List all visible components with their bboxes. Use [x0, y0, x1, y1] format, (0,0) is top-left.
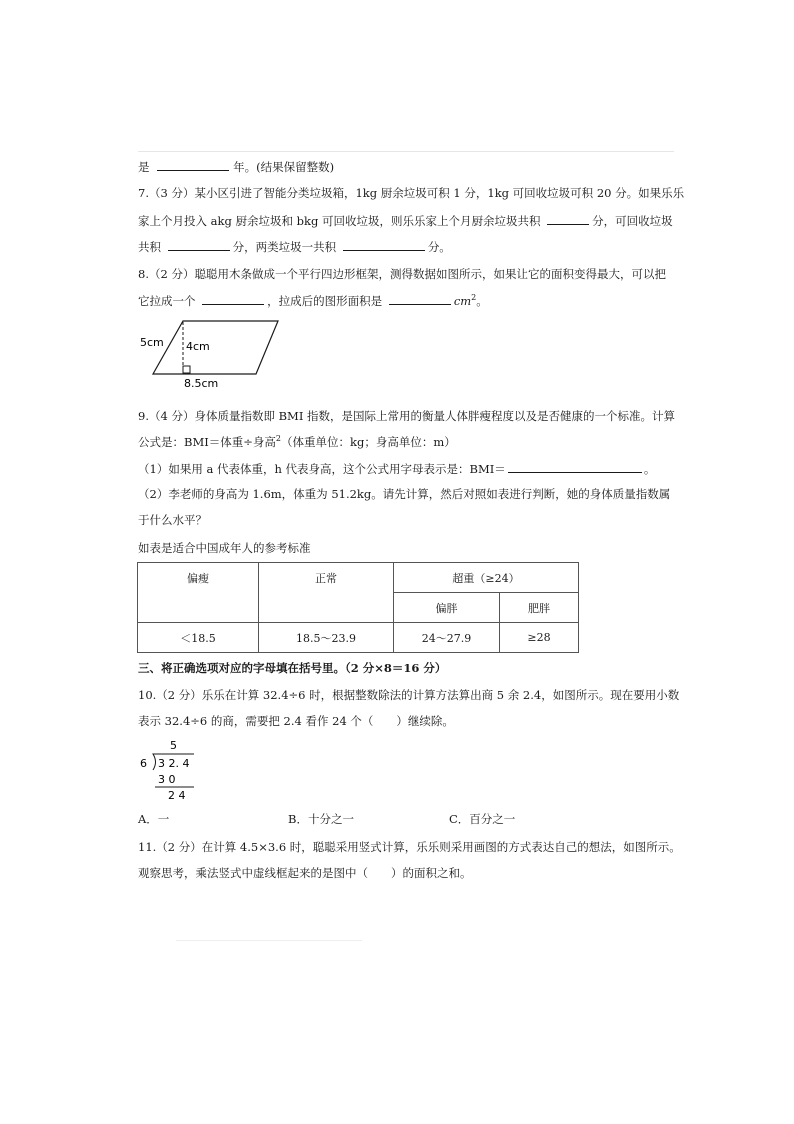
height-label: 4cm: [186, 340, 210, 353]
header-rule: [138, 151, 674, 152]
q8-line2-b: ，拉成后的图形面积是: [267, 294, 383, 308]
q10-line1: 10.（2 分）乐乐在计算 32.4÷6 时，根据整数除法的计算方法算出商 5 余 2.4，如图所示。现在要用小数: [138, 688, 680, 702]
long-division-figure: [136, 736, 216, 806]
section3-title: [138, 660, 446, 676]
option-b[interactable]: B．十分之一: [288, 812, 354, 826]
quotient: 5: [170, 739, 177, 752]
q8-unit: cm: [453, 294, 472, 308]
q9-blank-formula[interactable]: [508, 460, 642, 473]
side-label: 5cm: [140, 336, 164, 349]
bmi-reference-table: [137, 562, 579, 653]
q7-line2-text: 家上个月投入 akg 厨余垃圾和 bkg 可回收垃圾，则乐乐家上个月厨余垃圾共积: [138, 214, 541, 228]
parallelogram-figure: [136, 316, 296, 392]
q9-line1: 9.（4 分）身体质量指数即 BMI 指数，是国际上常用的衡量人体胖瘦程度以及是否健康的一个标准。计算: [138, 409, 676, 423]
header-thin: 偏瘦: [138, 563, 259, 623]
q9-units: （体重单位：kg；身高单位：m）: [281, 435, 456, 449]
value-normal: 18.5～23.9: [259, 623, 394, 653]
q7-line2: [138, 212, 673, 229]
header-normal: 正常: [259, 563, 394, 623]
q6-suffix: 年。(结果保留整数): [233, 160, 335, 174]
q7-line1: 7.（3 分）某小区引进了智能分类垃圾箱，1kg 厨余垃圾可积 1 分，1kg 可回收垃圾可积 20 分。如果乐乐: [138, 186, 685, 200]
q8-blank-area[interactable]: [389, 292, 451, 305]
q11-line2: 观察思考，乘法竖式中虚线框起来的是图中（ ）的面积之和。: [138, 866, 472, 880]
q6-prefix: 是: [138, 160, 150, 174]
q9-formula: 公式是：BMI＝体重÷身高: [138, 435, 276, 449]
q10-line2: 表示 32.4÷6 的商，需要把 2.4 看作 24 个（ ）继续除。: [138, 714, 454, 728]
remainder: 2 4: [168, 789, 186, 802]
divisor: 6: [140, 757, 147, 770]
q8-end: 。: [476, 294, 488, 308]
q9-table-caption: 如表是适合中国成年人的参考标准: [138, 541, 311, 555]
option-c[interactable]: C．百分之一: [449, 812, 516, 826]
q7-line3-c: 分。: [427, 240, 451, 254]
q9-sub2-line2: 于什么水平？: [138, 513, 207, 527]
parallelogram-shape: [153, 321, 278, 374]
q8-line2-a: 它拉成一个: [138, 294, 196, 308]
q7-line3: [138, 238, 451, 255]
q9-sub1-text: （1）如果用 a 代表体重，h 代表身高，这个公式用字母表示是：BMI＝: [138, 462, 506, 476]
q9-sub2-line1: （2）李老师的身高为 1.6m，体重为 51.2kg。请先计算，然后对照如表进行判断，她的身体质量指数属: [138, 487, 671, 501]
header-slightly-fat: 偏胖: [394, 593, 500, 623]
q7-line2-end: 分，可回收垃圾: [592, 214, 673, 228]
q6-tail: [138, 158, 334, 175]
option-a[interactable]: A．一: [138, 812, 170, 826]
footer-rule: [176, 940, 362, 941]
base-label: 8.5cm: [184, 377, 219, 390]
header-overweight: 超重（≥24）: [394, 563, 579, 593]
value-slightly-fat: 24～27.9: [394, 623, 500, 653]
q7-line3-a: 共积: [138, 240, 161, 254]
q7-line3-b: 分，两类垃圾一共积: [232, 240, 337, 254]
q8-blank-shape[interactable]: [202, 292, 264, 305]
header-obese: 肥胖: [500, 593, 579, 623]
q8-line1: 8.（2 分）聪聪用木条做成一个平行四边形框架，测得数据如图所示，如果让它的面积变得最大，可以把: [138, 267, 666, 281]
q7-blank-total[interactable]: [343, 238, 425, 251]
value-obese: ≥28: [500, 623, 579, 653]
value-thin: ＜18.5: [138, 623, 259, 653]
product: 3 0: [158, 773, 176, 786]
q9-line2: [138, 434, 456, 450]
q7-blank-kitchen[interactable]: [547, 212, 589, 225]
dividend: 3 2. 4: [158, 757, 190, 770]
q11-line1: 11.（2 分）在计算 4.5×3.6 时，聪聪采用竖式计算，乐乐则采用画图的方式表达自己的想法，如图所示。: [138, 840, 681, 854]
q9-formula-exp: 2: [275, 434, 281, 444]
q9-sub1-end: 。: [643, 462, 656, 476]
q7-blank-recycle[interactable]: [168, 238, 230, 251]
q9-sub1: [138, 460, 655, 477]
q8-line2: [138, 292, 488, 309]
q6-answer-blank[interactable]: [157, 158, 229, 171]
q8-unit-exp: 2: [471, 293, 477, 303]
section3-title-text: 三、将正确选项对应的字母填在括号里。（2 分×8＝16 分）: [138, 661, 447, 675]
right-angle-mark: [183, 366, 190, 373]
